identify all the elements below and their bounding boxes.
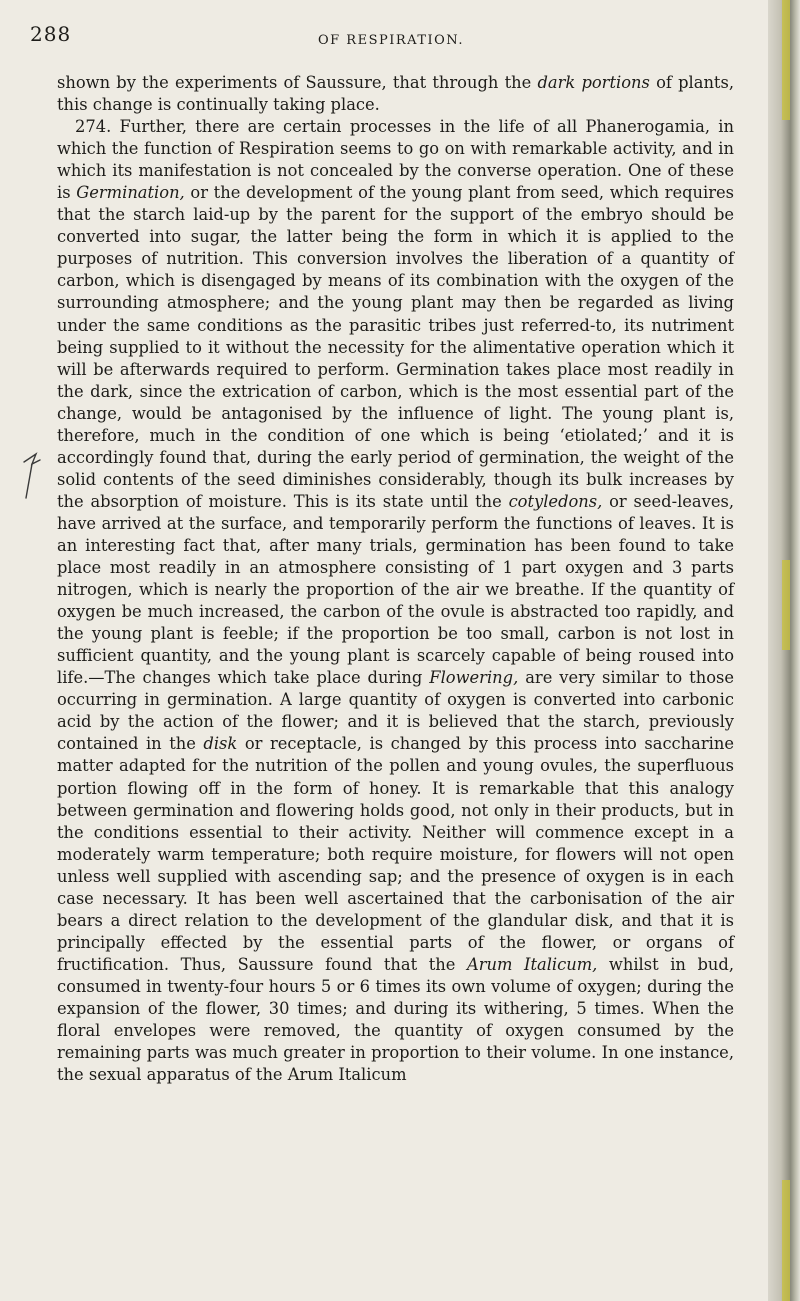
paragraph [57,72,734,116]
italic-phrase: disk [203,734,238,754]
italic-phrase: Flowering, [429,668,519,688]
spine-color-band [782,1180,790,1301]
spine-color-band [782,560,790,650]
margin-pencil-mark [18,448,46,508]
text-run: shown by the experiments of Saussure, that through the [57,73,538,92]
italic-phrase: cotyledons, [508,491,603,511]
paragraph [57,116,734,1086]
text-run: or the development of the young plant from seed, which requires that the starch laid-up by the parent for the support of the embryo should be converted into sugar, the latter being the form in which it is applied to the purposes of nutrition. This conversion involves the liberation of a quantity of carbon, which is disengaged by means of its combination with the oxygen of the surrounding atmosphere; and the young plant may then be regarded as living under the same conditions as the parasitic tribes just referred-to, its nutriment being supplied to it without the necessity for the alimentative operation which it will be afterwards required to perform. Germination takes place most readily in the dark, since the extrication of carbon, which is the most essential part of the change, would be antagonised by the influence of light. The young plant is, therefore, much in the condition of one which is being ‘etiolated;’ and it is accordingly found that, during the early period of germination, the weight of the solid contents of the seed diminishes considerably, though its bulk increases by the absorption of moisture. This is its state until the [57,183,734,511]
italic-phrase: dark portions [537,73,650,92]
text-run: or seed-leaves, have arrived at the surface, and temporarily perform the functions of leaves. It is an interesting fact that, after many trials, germination has been found to take place most readily in an atmosphere consisting of 1 part oxygen and 3 parts nitrogen, which is nearly the proportion of the air we breathe. If the quantity of oxygen be much increased, the carbon of the ovule is abstracted too rapidly, and the young plant is feeble; if the proportion be too small, carbon is not lost in sufficient quantity, and the young plant is scarcely capable of being roused into life.—The changes which take place during [57,491,734,688]
text-run: 274. Further, there are certain processes in the life of all Phanerogamia, in which the function of Respiration seems to go on with remarkable activity, and in which its manifestation is not concealed by the converse operation. One of these is [57,117,734,203]
book-spine-edge [768,0,800,1301]
spine-color-band [782,0,790,120]
text-run: or receptacle, is changed by this process into saccharine matter adapted for the nutrition of the pollen and young ovules, the superfluous portion flowing off in the form of honey. It is remarkable that this analogy between germination and flowering holds good, not only in their products, but in the conditions essential to their activity. Neither will commence except in a moderately warm temperature; both require moisture, for flowers will not open unless well supplied with ascending sap; and the presence of oxygen is in each case necessary. It has been well ascertained that the carbonisation of the air bears a direct relation to the development of the glandular disk, and that it is principally effected by the essential parts of the flower, or organs of fructification. Thus, Saussure found that the [57,734,734,974]
text-run: are very similar to those occurring in germination. A large quantity of oxygen is converted into carbonic acid by the action of the flower; and it is believed that the starch, previously contained in the [57,668,735,754]
body-text [57,72,734,1086]
running-head: OF RESPIRATION. [318,33,464,48]
italic-phrase: Germination, [76,183,185,203]
text-run: of plants, this change is continually taking place. [57,73,734,115]
page-number: 288 [30,22,72,46]
italic-phrase: Arum Italicum, [466,954,598,974]
text-run: whilst in bud, consumed in twenty-four hours 5 or 6 times its own volume of oxygen; during the expansion of the flower, 30 times; and during its withering, 5 times. When the floral envelopes were removed, the quantity of oxygen consumed by the remaining parts was much greater in proportion to their volume. In one instance, the sexual apparatus of the Arum Italicum [57,954,734,1085]
